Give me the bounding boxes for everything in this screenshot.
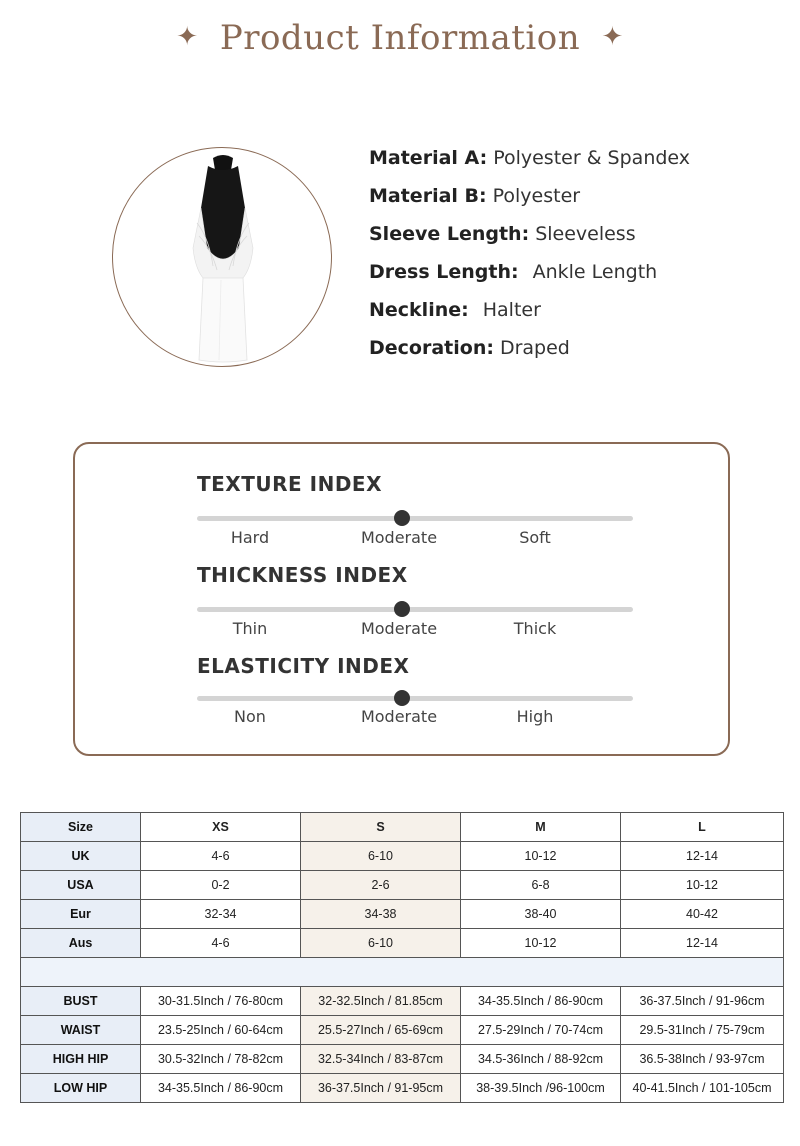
index-title: THICKNESS INDEX [197, 563, 408, 587]
texture-index [197, 472, 637, 547]
table-spacer-cell [21, 958, 784, 987]
table-header-cell: XS [141, 813, 301, 842]
table-spacer-row [21, 958, 784, 987]
table-cell: 34.5-36Inch / 88-92cm [461, 1045, 621, 1074]
table-cell: 32-32.5Inch / 81.85cm [301, 987, 461, 1016]
sparkle-left-icon: ✦ [176, 22, 199, 52]
table-row [21, 987, 784, 1016]
table-cell: 12-14 [621, 929, 784, 958]
size-chart-table [20, 812, 784, 1103]
spec-value: Polyester [492, 185, 581, 207]
index-label-mid: Moderate [360, 619, 438, 638]
table-row-head: WAIST [21, 1016, 141, 1045]
spec-row [369, 143, 690, 181]
table-cell: 38-39.5Inch /96-100cm [461, 1074, 621, 1103]
spec-label: Material B: [369, 185, 487, 207]
table-row [21, 1074, 784, 1103]
table-cell: 23.5-25Inch / 60-64cm [141, 1016, 301, 1045]
page-title [0, 18, 800, 58]
table-cell: 36-37.5Inch / 91-95cm [301, 1074, 461, 1103]
table-row-head: USA [21, 871, 141, 900]
table-cell: 30-31.5Inch / 76-80cm [141, 987, 301, 1016]
table-row-head: Eur [21, 900, 141, 929]
spec-value: Sleeveless [535, 223, 636, 245]
index-label-mid: Moderate [360, 707, 438, 726]
table-row [21, 871, 784, 900]
table-row [21, 929, 784, 958]
page-title-text: Product Information [219, 18, 581, 58]
table-row [21, 900, 784, 929]
table-cell: 29.5-31Inch / 75-79cm [621, 1016, 784, 1045]
spec-label: Dress Length: [369, 261, 519, 283]
table-cell: 12-14 [621, 842, 784, 871]
elasticity-index [197, 654, 637, 726]
table-cell: 34-35.5Inch / 86-90cm [141, 1074, 301, 1103]
spec-value: Ankle Length [532, 261, 658, 283]
table-cell: 40-41.5Inch / 101-105cm [621, 1074, 784, 1103]
table-row-head: HIGH HIP [21, 1045, 141, 1074]
table-cell: 25.5-27Inch / 65-69cm [301, 1016, 461, 1045]
dress-image [113, 148, 332, 367]
table-header-cell: S [301, 813, 461, 842]
spec-value: Polyester & Spandex [493, 147, 691, 169]
spec-row [369, 219, 690, 257]
table-row-head: Aus [21, 929, 141, 958]
table-header-cell: Size [21, 813, 141, 842]
table-cell: 10-12 [461, 929, 621, 958]
table-cell: 27.5-29Inch / 70-74cm [461, 1016, 621, 1045]
index-label-high: High [516, 707, 554, 726]
table-cell: 32-34 [141, 900, 301, 929]
spec-value: Halter [482, 299, 541, 321]
table-cell: 30.5-32Inch / 78-82cm [141, 1045, 301, 1074]
index-track [197, 516, 633, 521]
product-specs [369, 143, 690, 371]
table-row-head: BUST [21, 987, 141, 1016]
table-header-cell: M [461, 813, 621, 842]
index-label-high: Soft [519, 528, 551, 547]
index-knob [394, 510, 410, 526]
table-cell: 10-12 [621, 871, 784, 900]
table-row-head: LOW HIP [21, 1074, 141, 1103]
table-cell: 36-37.5Inch / 91-96cm [621, 987, 784, 1016]
table-cell: 38-40 [461, 900, 621, 929]
index-label-low: Thin [232, 619, 268, 638]
product-image-frame [112, 147, 332, 367]
index-track [197, 607, 633, 612]
index-label-low: Non [234, 707, 266, 726]
table-cell: 0-2 [141, 871, 301, 900]
table-cell: 6-10 [301, 842, 461, 871]
spec-row [369, 333, 690, 371]
table-header-row [21, 813, 784, 842]
table-cell: 4-6 [141, 842, 301, 871]
spec-row [369, 295, 690, 333]
table-cell: 36.5-38Inch / 93-97cm [621, 1045, 784, 1074]
index-label-mid: Moderate [360, 528, 438, 547]
index-label-high: Thick [513, 619, 557, 638]
table-cell: 40-42 [621, 900, 784, 929]
index-knob [394, 690, 410, 706]
spec-label: Material A: [369, 147, 488, 169]
table-header-cell: L [621, 813, 784, 842]
table-row-head: UK [21, 842, 141, 871]
table-cell: 10-12 [461, 842, 621, 871]
index-track [197, 696, 633, 701]
index-title: TEXTURE INDEX [197, 472, 382, 496]
spec-value: Draped [499, 337, 570, 359]
table-row [21, 842, 784, 871]
spec-label: Decoration: [369, 337, 494, 359]
table-cell: 34-35.5Inch / 86-90cm [461, 987, 621, 1016]
table-cell: 2-6 [301, 871, 461, 900]
table-row [21, 1045, 784, 1074]
index-title: ELASTICITY INDEX [197, 654, 410, 678]
spec-row [369, 181, 690, 219]
table-cell: 6-8 [461, 871, 621, 900]
spec-label: Neckline: [369, 299, 469, 321]
fabric-index-panel [73, 442, 730, 756]
table-cell: 34-38 [301, 900, 461, 929]
table-row [21, 1016, 784, 1045]
table-cell: 6-10 [301, 929, 461, 958]
index-knob [394, 601, 410, 617]
table-cell: 32.5-34Inch / 83-87cm [301, 1045, 461, 1074]
table-cell: 4-6 [141, 929, 301, 958]
thickness-index [197, 563, 637, 638]
spec-row [369, 257, 690, 295]
index-label-low: Hard [230, 528, 270, 547]
spec-label: Sleeve Length: [369, 223, 530, 245]
sparkle-right-icon: ✦ [601, 22, 624, 52]
